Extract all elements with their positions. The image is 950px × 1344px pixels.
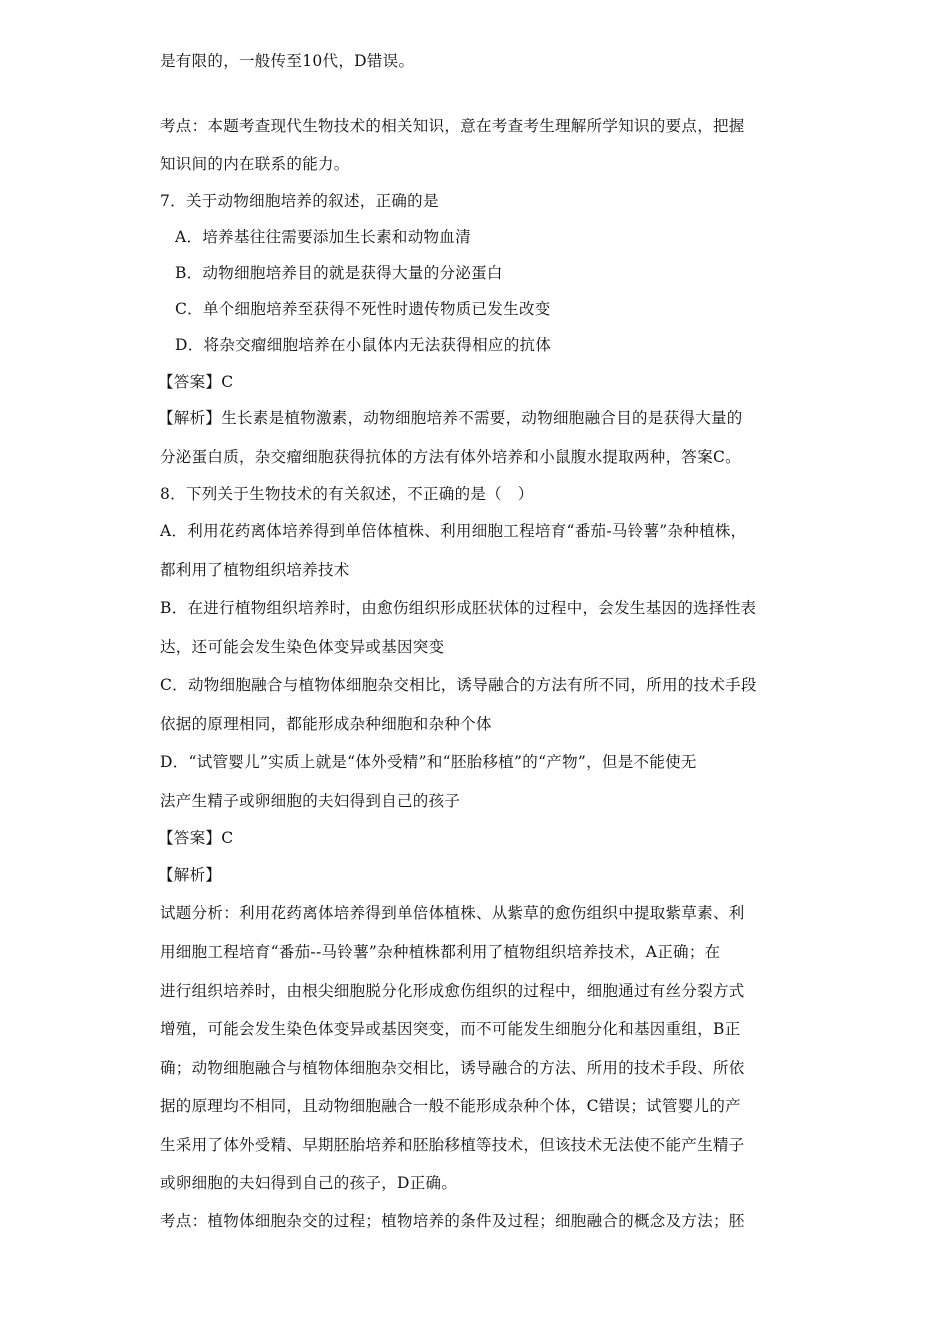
text-line: 是有限的，一般传至10代，D错误。 [160,52,415,70]
text-line: 都利用了植物组织培养技术 [160,561,350,579]
text-line: 或卵细胞的夫妇得到自己的孩子，D正确。 [160,1174,458,1192]
question-8-analysis-heading: 【解析】 [158,866,222,884]
question-8-option-d: D．“试管婴儿”实质上就是“体外受精”和“胚胎移植”的“产物”，但是不能使无 [160,753,697,771]
text-line: 考点：植物体细胞杂交的过程；植物培养的条件及过程；细胞融合的概念及方法；胚 [160,1212,745,1230]
question-7-option-d: D．将杂交瘤细胞培养在小鼠体内无法获得相应的抗体 [175,336,552,354]
text-line: 增殖，可能会发生染色体变异或基因突变，而不可能发生细胞分化和基因重组，B正 [160,1020,741,1038]
question-7-option-a: A．培养基往往需要添加生长素和动物血清 [175,228,471,246]
text-line: 知识间的内在联系的能力。 [160,155,350,173]
text-line: 据的原理均不相同，且动物细胞融合一般不能形成杂种个体，C错误；试管婴儿的产 [160,1097,741,1115]
question-7-option-c: C．单个细胞培养至获得不死性时遗传物质已发生改变 [175,300,551,318]
text-line: 考点：本题考查现代生物技术的相关知识，意在考查考生理解所学知识的要点，把握 [160,117,745,135]
question-8-option-b: B．在进行植物组织培养时，由愈伤组织形成胚状体的过程中，会发生基因的选择性表 [160,599,757,617]
question-7-option-b: B．动物细胞培养目的就是获得大量的分泌蛋白 [175,264,503,282]
question-7-answer: 【答案】C [158,373,234,391]
question-8-option-c: C．动物细胞融合与植物体细胞杂交相比，诱导融合的方法有所不同，所用的技术手段 [160,676,757,694]
text-line: 用细胞工程培育“番茄--马铃薯”杂种植株都利用了植物组织培养技术，A正确；在 [160,943,721,961]
text-line: 进行组织培养时，由根尖细胞脱分化形成愈伤组织的过程中，细胞通过有丝分裂方式 [160,982,745,1000]
text-line: 生采用了体外受精、早期胚胎培养和胚胎移植等技术，但该技术无法使不能产生精子 [160,1136,745,1154]
question-8-answer: 【答案】C [158,829,234,847]
text-line: 试题分析：利用花药离体培养得到单倍体植株、从紫草的愈伤组织中提取紫草素、利 [160,904,745,922]
question-7-analysis: 【解析】生长素是植物激素，动物细胞培养不需要，动物细胞融合目的是获得大量的 [158,409,743,427]
question-7-stem: 7．关于动物细胞培养的叙述，正确的是 [160,192,439,210]
text-line: 依据的原理相同，都能形成杂种细胞和杂种个体 [160,715,492,733]
question-8-stem: 8．下列关于生物技术的有关叙述，不正确的是（ ） [160,485,534,503]
text-line: 达，还可能会发生染色体变异或基因突变 [160,638,445,656]
text-line: 确；动物细胞融合与植物体细胞杂交相比，诱导融合的方法、所用的技术手段、所依 [160,1059,745,1077]
text-line: 法产生精子或卵细胞的夫妇得到自己的孩子 [160,792,461,810]
text-line: 分泌蛋白质，杂交瘤细胞获得抗体的方法有体外培养和小鼠腹水提取两种，答案C。 [160,448,741,466]
question-8-option-a: A．利用花药离体培养得到单倍体植株、利用细胞工程培育“番茄-马铃薯”杂种植株， [160,522,747,540]
